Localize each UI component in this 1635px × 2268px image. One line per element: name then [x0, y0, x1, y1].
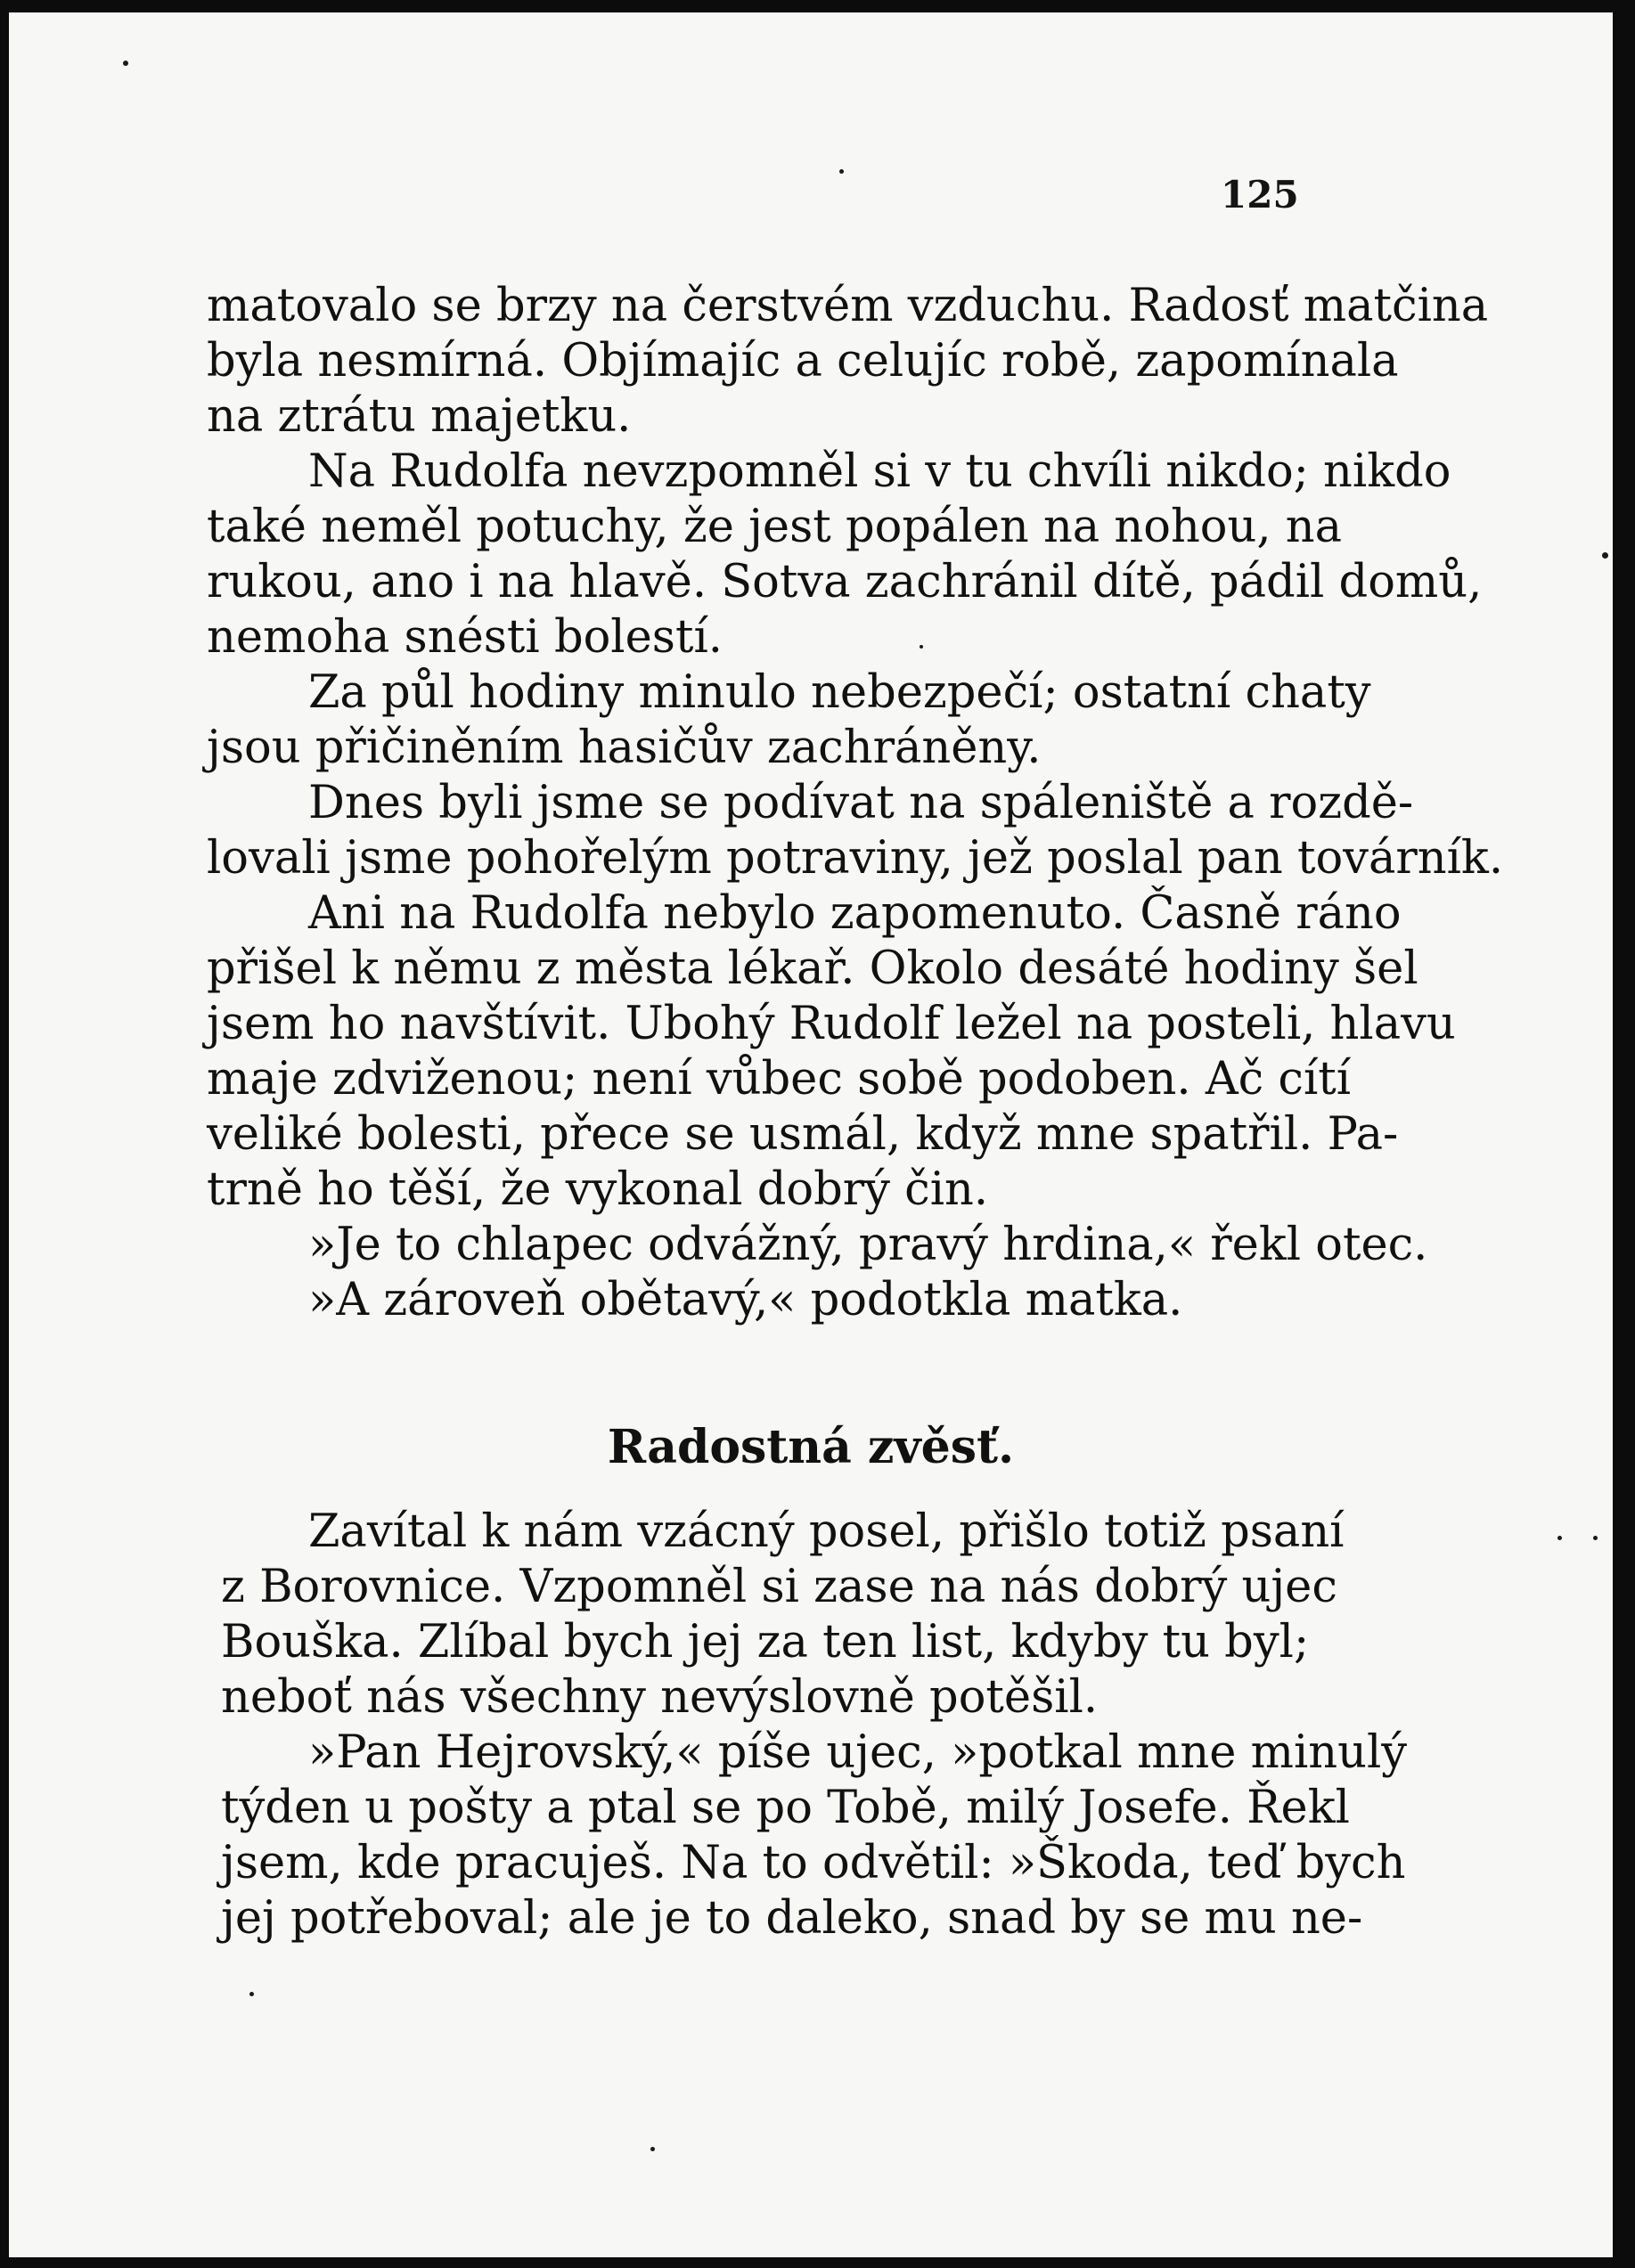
text-line: veliké bolesti, přece se usmál, když mne spatřil. Pa- — [207, 1108, 1399, 1161]
text-line: »A zároveň obětavý,« podotkla matka. — [308, 1274, 1183, 1326]
text-line: jsem ho navštívit. Ubohý Rudolf ležel na posteli, hlavu — [207, 998, 1456, 1050]
text-line: Ani na Rudolfa nebylo zapomenuto. Časně ráno — [308, 887, 1402, 940]
text-line: »Pan Hejrovský,« píše ujec, »potkal mne minulý — [308, 1726, 1408, 1779]
text-line: trně ho těší, že vykonal dobrý čin. — [207, 1163, 989, 1216]
text-line: jsou přičiněním hasičův zachráněny. — [207, 722, 1042, 774]
text-line: Dnes byli jsme se podívat na spáleniště a rozdě- — [308, 777, 1414, 829]
scan-speck — [650, 2147, 655, 2151]
text-line: maje zdviženou; není vůbec sobě podoben. Ač cítí — [207, 1053, 1352, 1105]
text-line: na ztrátu majetku. — [207, 390, 632, 443]
text-line: nemoha snésti bolestí. — [207, 611, 723, 664]
text-line: Bouška. Zlíbal bych jej za ten list, kdyby tu byl; — [221, 1616, 1310, 1668]
text-line: přišel k němu z města lékař. Okolo desáté hodiny šel — [207, 942, 1418, 995]
text-line: Za půl hodiny minulo nebezpečí; ostatní chaty — [308, 666, 1371, 719]
scan-speck — [249, 1992, 254, 1996]
text-line: jsem, kde pracuješ. Na to odvětil: »Škoda, teď bych — [221, 1837, 1406, 1889]
scan-speck — [1602, 552, 1608, 559]
text-line: »Je to chlapec odvážný, pravý hrdina,« řekl otec. — [308, 1219, 1428, 1271]
text-line: z Borovnice. Vzpomněl si zase na nás dobrý ujec — [221, 1561, 1337, 1613]
text-line: neboť nás všechny nevýslovně potěšil. — [221, 1671, 1099, 1724]
text-line: Zavítal k nám vzácný posel, přišlo totiž psaní — [308, 1505, 1345, 1558]
text-line: týden u pošty a ptal se po Tobě, milý Josefe. Řekl — [221, 1782, 1350, 1834]
text-line: Na Rudolfa nevzpomněl si v tu chvíli nikdo; nikdo — [308, 445, 1451, 498]
book-page — [9, 12, 1613, 2257]
text-line: byla nesmírná. Objímajíc a celujíc robě, zapomínala — [207, 335, 1399, 388]
scan-speck — [839, 169, 844, 174]
text-line: jej potřeboval; ale je to daleko, snad by se mu ne- — [221, 1892, 1363, 1945]
scan-speck — [123, 61, 128, 66]
text-line: rukou, ano i na hlavě. Sotva zachránil dítě, pádil domů, — [207, 556, 1483, 608]
text-line: také neměl potuchy, že jest popálen na nohou, na — [207, 501, 1343, 553]
text-line: matovalo se brzy na čerstvém vzduchu. Radosť matčina — [207, 280, 1489, 332]
section-heading: Radostná zvěsť. — [607, 1420, 1015, 1474]
scan-speck — [1593, 1536, 1598, 1540]
scan-speck — [920, 645, 923, 649]
text-line: lovali jsme pohořelým potraviny, jež poslal pan továrník. — [207, 832, 1504, 885]
page-number: 125 — [1221, 173, 1299, 216]
scan-speck — [1557, 1536, 1562, 1540]
